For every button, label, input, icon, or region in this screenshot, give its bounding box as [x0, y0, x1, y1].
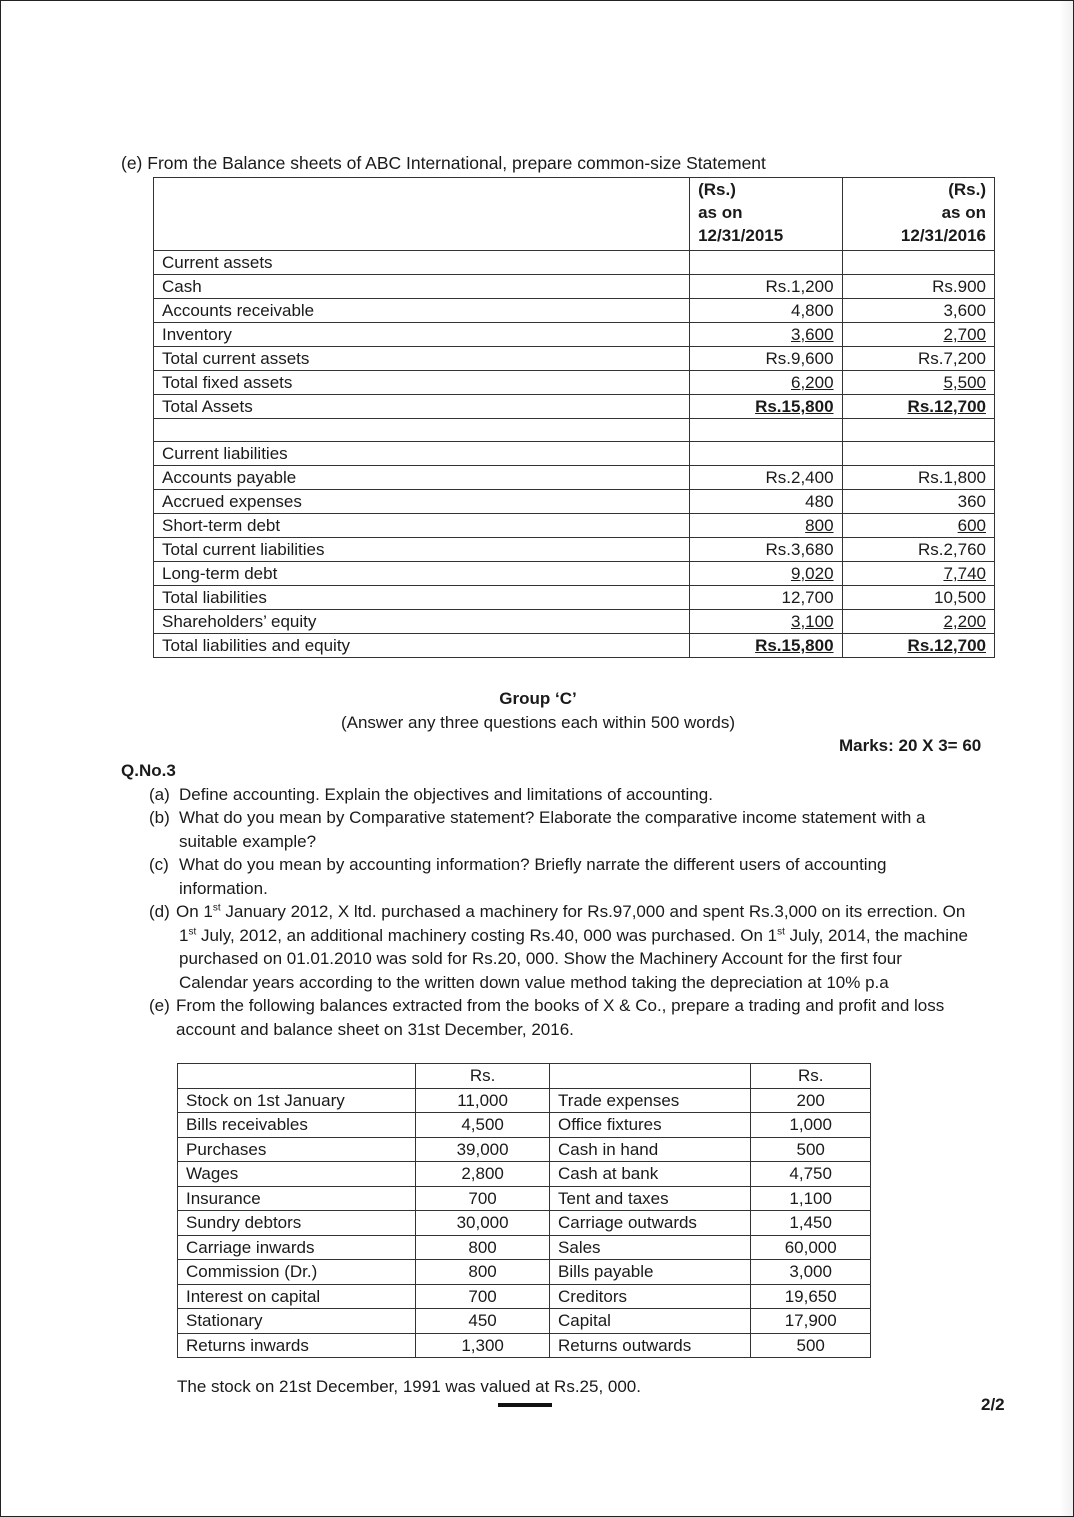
balances-table [177, 1063, 871, 1358]
question-b: (b) What do you mean by Comparative statement? Elaborate the comparative income statement with a suitable example? [149, 808, 926, 851]
table-row: Cash Rs.1,200 Rs.900 [154, 275, 995, 299]
table-row: Commission (Dr.) 800 Bills payable 3,000 [178, 1260, 871, 1285]
question-e: (e) From the following balances extracted from the books of X & Co., prepare a trading and profit and loss account and balance sheet on 31st December, 2016. [149, 996, 945, 1039]
section-heading-row: Current assets [154, 251, 995, 275]
table-row: Total liabilities 12,700 10,500 [154, 586, 995, 610]
table-row: Stock on 1st January 11,000 Trade expenses 200 [178, 1088, 871, 1113]
spacer-row [154, 419, 995, 442]
header-2015: (Rs.) as on 12/31/2015 [690, 178, 842, 251]
table-row: Stationary 450 Capital 17,900 [178, 1309, 871, 1334]
group-instructions: (Answer any three questions each within 500 words) [340, 713, 736, 732]
stock-note: The stock on 21st December, 1991 was valued at Rs.25, 000. [177, 1377, 641, 1396]
table-row: Long-term debt 9,020 7,740 [154, 562, 995, 586]
table-header-row [154, 178, 995, 251]
marks-label: Marks: 20 X 3= 60 [839, 736, 982, 755]
table-row: Purchases 39,000 Cash in hand 500 [178, 1137, 871, 1162]
table-row: Short-term debt 800 600 [154, 514, 995, 538]
table-row: Total current liabilities Rs.3,680 Rs.2,760 [154, 538, 995, 562]
table-row: Sundry debtors 30,000 Carriage outwards 1,450 [178, 1211, 871, 1236]
question-intro: (e) From the Balance sheets of ABC International, prepare common-size Statement [121, 153, 766, 173]
table-row: Accrued expenses 480 360 [154, 490, 995, 514]
header-2016: (Rs.) as on 12/31/2016 [842, 178, 994, 251]
table-row: Carriage inwards 800 Sales 60,000 [178, 1235, 871, 1260]
balance-sheet-table [153, 177, 995, 658]
question-a: (a) Define accounting. Explain the objectives and limitations of accounting. [149, 785, 713, 804]
table-row: Total current assets Rs.9,600 Rs.7,200 [154, 347, 995, 371]
group-title: Group ‘C’ [499, 689, 577, 708]
table-row: Shareholders’ equity 3,100 2,200 [154, 610, 995, 634]
table-row-total: Total liabilities and equity Rs.15,800 Rs.12,700 [154, 634, 995, 658]
table-row: Inventory 3,600 2,700 [154, 323, 995, 347]
table-row-total: Total Assets Rs.15,800 Rs.12,700 [154, 395, 995, 419]
page-number: 2/2 [981, 1395, 1005, 1414]
table-row: Insurance 700 Tent and taxes 1,100 [178, 1186, 871, 1211]
table-row: Bills receivables 4,500 Office fixtures 1,000 [178, 1113, 871, 1138]
table-row: Total fixed assets 6,200 5,500 [154, 371, 995, 395]
table-row: Returns inwards 1,300 Returns outwards 500 [178, 1333, 871, 1358]
question-d: (d) On 1st January 2012, X ltd. purchased a machinery for Rs.97,000 and spent Rs.3,000 on its errection. On 1st July, 2012, an additional machinery costing Rs.40, 000 was purchased. On 1st July, 2014, the machine purchased on 01.01.2010 was sold for Rs.20, 000. Show the Machinery Account for the first four Calendar years according to the written down value method taking the depreciation at 10% p.a [149, 902, 968, 992]
table-row: Interest on capital 700 Creditors 19,650 [178, 1284, 871, 1309]
question-c: (c) What do you mean by accounting information? Briefly narrate the different users of accounting information. [149, 855, 887, 898]
section-heading-row: Current liabilities [154, 442, 995, 466]
table-row: Accounts payable Rs.2,400 Rs.1,800 [154, 466, 995, 490]
question-number: Q.No.3 [121, 761, 176, 780]
table-row: Wages 2,800 Cash at bank 4,750 [178, 1162, 871, 1187]
table-row: Accounts receivable 4,800 3,600 [154, 299, 995, 323]
end-rule [498, 1403, 552, 1407]
table-header-row: Rs. Rs. [178, 1064, 871, 1089]
